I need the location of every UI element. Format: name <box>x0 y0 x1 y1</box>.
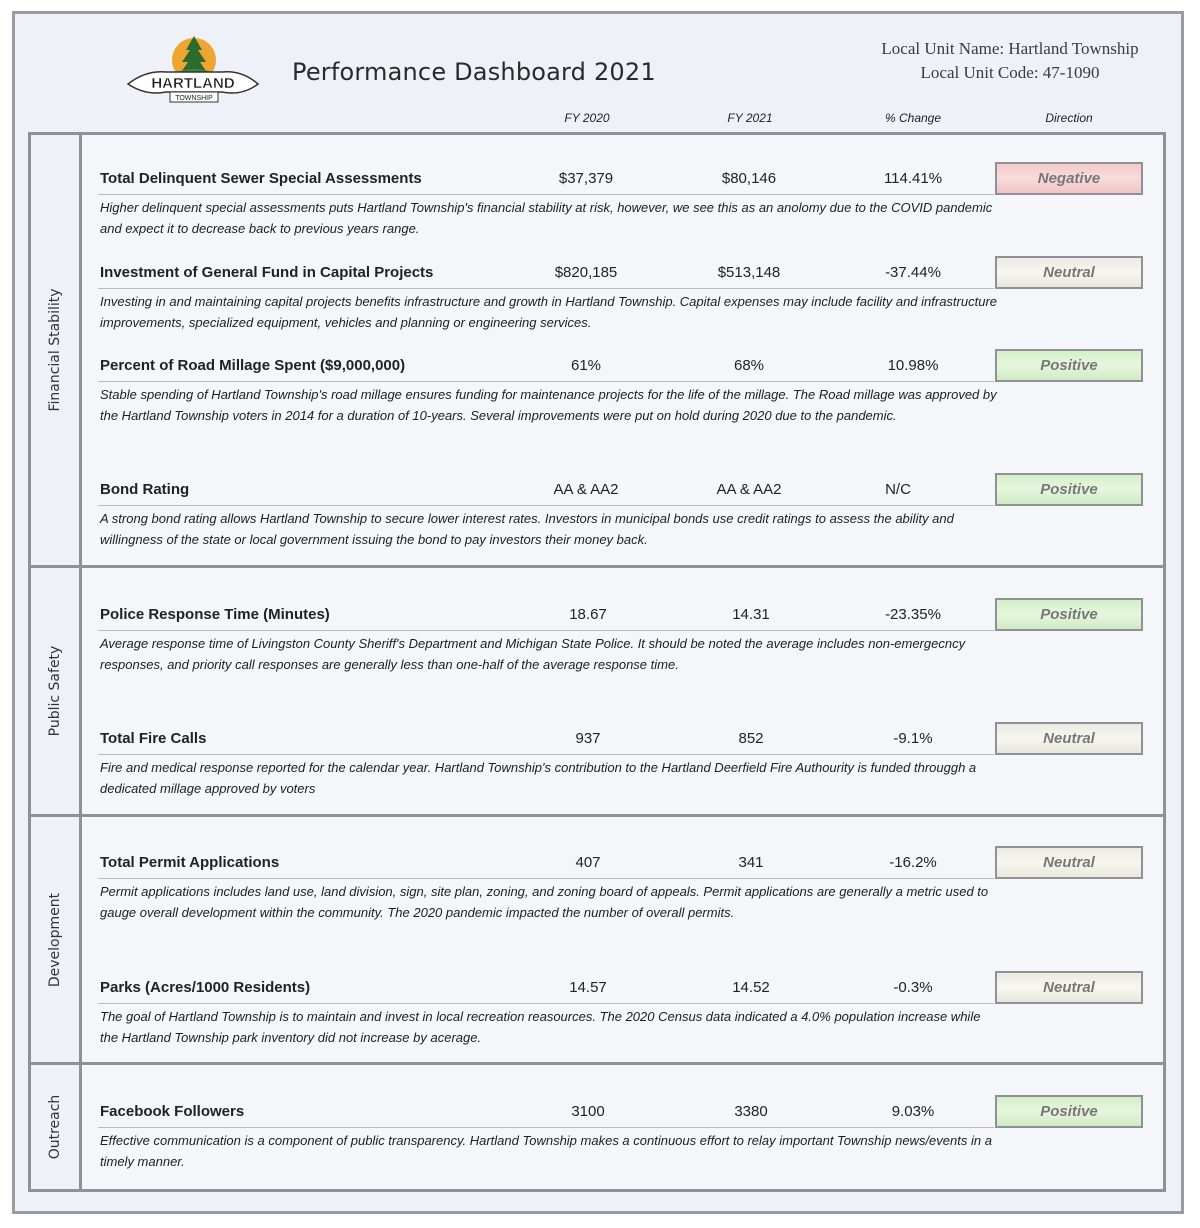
metric-description: Higher delinquent special assessments puts Hartland Township's financial stability at risk, however, we see this as an anolomy due to the COVID pandemic and expect it to decrease back to previous years range. <box>100 200 993 236</box>
metric-description: Investing in and maintaining capital projects benefits infrastructure and growth in Hartland Township. Capital expenses may include facility and infrastructure improvements, specialized equipment, vehicles and planning or engineering services. <box>100 294 997 330</box>
divider <box>98 630 994 631</box>
metric-fy2021: $513,148 <box>717 264 781 281</box>
metric-fy2021: 341 <box>738 854 764 871</box>
metric-row <box>0 481 1200 601</box>
metric-fy2020: 407 <box>575 854 601 871</box>
direction-badge: Neutral <box>995 971 1143 1004</box>
section-label-financial-stability: Financial Stability <box>31 135 82 565</box>
col-header-direction: Direction <box>1045 111 1093 125</box>
direction-badge: Negative <box>995 162 1143 195</box>
metric-row <box>0 854 1200 974</box>
metric-description: Fire and medical response reported for the calendar year. Hartland Township's contribution to the Hartland Deerfield Fire Authourity is funded througgh a dedicated millage approved by voters <box>100 760 977 796</box>
logo-text: HARTLAND <box>151 75 235 92</box>
metric-name: Investment of General Fund in Capital Projects <box>100 264 434 281</box>
direction-badge: Positive <box>995 349 1143 382</box>
metric-row <box>0 1103 1200 1223</box>
metric-description: Effective communication is a component of public transparency. Hartland Township makes a continuous effort to relay important Township news/events in a timely manner. <box>100 1133 992 1169</box>
metric-description: The goal of Hartland Township is to maintain and invest in local recreation reasources. The 2020 Census data indicated a 4.0% population increase while the Hartland Township park inventory did not increase by acerage. <box>100 1009 981 1045</box>
metric-description: Stable spending of Hartland Township's road millage ensures funding for maintenance projects for the life of the millage. The Road millage was approved by the Hartland Township voters in 2014 for a duration of 10-years. Several improvements were put on hold during 2020 due to the pandemic. <box>100 387 997 423</box>
col-header-fy2020: FY 2020 <box>564 111 610 125</box>
direction-badge: Positive <box>995 473 1143 506</box>
metric-fy2021: $80,146 <box>721 170 777 187</box>
col-header-change: % Change <box>884 111 942 125</box>
metric-name: Parks (Acres/1000 Residents) <box>100 979 311 996</box>
metric-fy2020: 937 <box>575 730 601 747</box>
metric-change: 10.98% <box>887 357 939 374</box>
metric-fy2021: AA & AA2 <box>716 481 782 498</box>
divider <box>98 505 994 506</box>
divider <box>98 878 994 879</box>
divider <box>98 1003 994 1004</box>
metric-fy2020: 14.57 <box>569 979 607 996</box>
section-label-development: Development <box>31 817 82 1062</box>
metric-description: Permit applications includes land use, land division, sign, site plan, zoning, and zoning board of appeals. Permit applications are generally a metric used to gauge overall development within the community. The 2020 pandemic impacted the number of overall permits. <box>100 884 989 920</box>
metric-row <box>0 979 1200 1099</box>
page-title: Performance Dashboard 2021 <box>292 58 656 86</box>
divider <box>98 1127 994 1128</box>
metric-fy2020: $37,379 <box>558 170 614 187</box>
metric-fy2020: $820,185 <box>554 264 618 281</box>
metric-fy2020: AA & AA2 <box>553 481 619 498</box>
metric-description: A strong bond rating allows Hartland Township to secure lower interest rates. Investors in municipal bonds use credit ratings to assess the ability and willingness of the state or local government issuing the bond to pay investors their money back. <box>100 511 954 547</box>
divider <box>98 194 994 195</box>
metric-fy2020: 61% <box>570 357 602 374</box>
hartland-logo <box>126 34 260 104</box>
metric-fy2021: 3380 <box>734 1103 768 1120</box>
metric-change: -23.35% <box>885 606 941 623</box>
metric-name: Bond Rating <box>100 481 190 498</box>
direction-badge: Positive <box>995 1095 1143 1128</box>
metric-change: -0.3% <box>893 979 933 996</box>
metric-row <box>0 357 1200 477</box>
metric-change: 114.41% <box>883 170 943 187</box>
metric-fy2020: 3100 <box>571 1103 605 1120</box>
metric-change: N/C <box>885 481 911 498</box>
direction-badge: Neutral <box>995 256 1143 289</box>
metric-fy2021: 14.31 <box>732 606 770 623</box>
metric-name: Total Delinquent Sewer Special Assessments <box>100 170 422 187</box>
direction-badge: Neutral <box>995 722 1143 755</box>
section-label-public-safety: Public Safety <box>31 568 82 814</box>
metric-name: Police Response Time (Minutes) <box>100 606 330 623</box>
metric-fy2021: 852 <box>738 730 764 747</box>
unit-info <box>850 37 1170 85</box>
logo-subtext: TOWNSHIP <box>175 95 213 102</box>
metric-change: -37.44% <box>885 264 941 281</box>
metric-name: Percent of Road Millage Spent ($9,000,000) <box>100 357 406 374</box>
metric-fy2021: 14.52 <box>732 979 770 996</box>
divider <box>98 288 994 289</box>
metric-name: Total Permit Applications <box>100 854 280 871</box>
divider <box>98 754 994 755</box>
metric-row <box>0 606 1200 726</box>
metric-fy2021: 68% <box>733 357 765 374</box>
unit-name: Local Unit Name: Hartland Township <box>881 39 1139 58</box>
metric-name: Facebook Followers <box>100 1103 245 1120</box>
col-header-fy2021: FY 2021 <box>727 111 773 125</box>
metric-change: -16.2% <box>889 854 937 871</box>
metric-change: 9.03% <box>891 1103 935 1120</box>
section-label-outreach: Outreach <box>31 1065 82 1189</box>
metric-change: -9.1% <box>893 730 933 747</box>
metric-fy2020: 18.67 <box>569 606 607 623</box>
direction-badge: Neutral <box>995 846 1143 879</box>
direction-badge: Positive <box>995 598 1143 631</box>
metric-name: Total Fire Calls <box>100 730 207 747</box>
unit-code: Local Unit Code: 47-1090 <box>920 63 1100 82</box>
metric-description: Average response time of Livingston County Sheriff's Department and Michigan State Police. It should be noted the average includes non-emergecncy responses, and priority call responses are generally less than one-half of the average response time. <box>100 636 966 672</box>
metric-row <box>0 730 1200 850</box>
divider <box>98 381 994 382</box>
